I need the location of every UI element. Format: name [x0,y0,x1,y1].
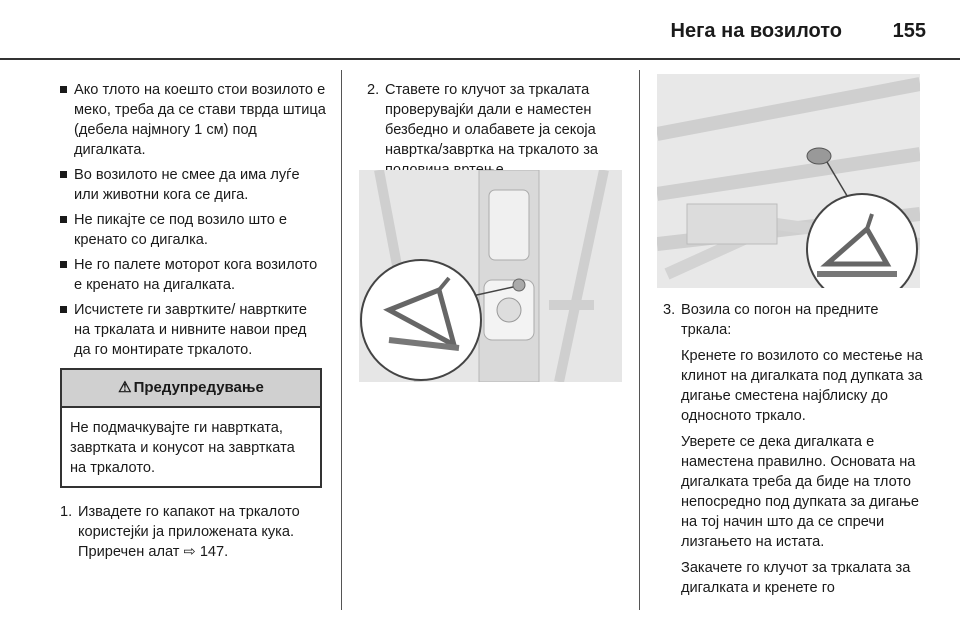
step-text: Ставете го клучот за тркалата проверувајќи дали е наместен безбедно и олабавете ја секоја навртка/завртка на тркалото за [385,82,599,158]
page-ref-arrow-icon: ⇨ [183,544,196,560]
list-item: Во возилото не смее да има луѓе или животни кога се дига. [60,165,326,205]
header-rule [0,58,960,60]
paragraph: Закачете го клучот за тркалата за дигалката и кренете го [681,560,911,596]
step-1 [60,502,326,562]
bullet-list [60,80,326,360]
step-number: 3. [663,302,676,318]
step-2 [367,80,629,180]
list-item: Не пикајте се под возило што е кренато со дигалка. [60,210,326,250]
header-title: Нега на возилото [670,20,842,42]
jack-illustration [657,74,920,288]
page-ref-link[interactable]: 147. [199,544,229,560]
warning-text: Не подмачкувајте ги навртката, завртката и конусот на завртката на тркалото. [70,420,295,476]
warning-icon: ⚠ [118,379,132,396]
step-number: 2. [367,82,380,98]
wheel-wrench-illustration [359,170,622,382]
column-divider-left [341,70,342,610]
page-number: 155 [892,20,926,42]
right-column [663,300,925,604]
step-text: Извадете го капакот на тркалото користејќи ја приложената кука. Приречен алат [78,504,300,560]
paragraph: Уверете се дека дигалката е наместена правилно. Основата на дигалката треба да биде на тлото непосредно под дупката за дигање на тој начин што да се спречи лизгањето на истата. [681,434,919,550]
column-divider-right [639,70,640,610]
warning-box [60,368,322,488]
step-number: 1. [60,504,73,520]
warning-title: Предупредување [133,379,264,396]
middle-column [367,80,629,180]
paragraph: Кренете го возилото со местење на клинот на дигалката под дупката за дигање сместена најблиску до односното тркало. [681,348,923,424]
list-item: Не го палете моторот кога возилото е кренато на дигалката. [60,255,326,295]
list-item: Ако тлото на коешто стои возилото е меко, треба да се стави тврда штица (дебела најмногу 1 см) под дигалката. [60,80,326,160]
list-item: Исчистете ги завртките/ навртките на тркалата и нивните навои пред да го монтирате тркалото. [60,300,326,360]
left-column [60,80,326,562]
step-text: Возила со погон на предните тркала: [681,302,879,338]
step-3 [663,300,925,598]
warning-header [62,370,320,408]
